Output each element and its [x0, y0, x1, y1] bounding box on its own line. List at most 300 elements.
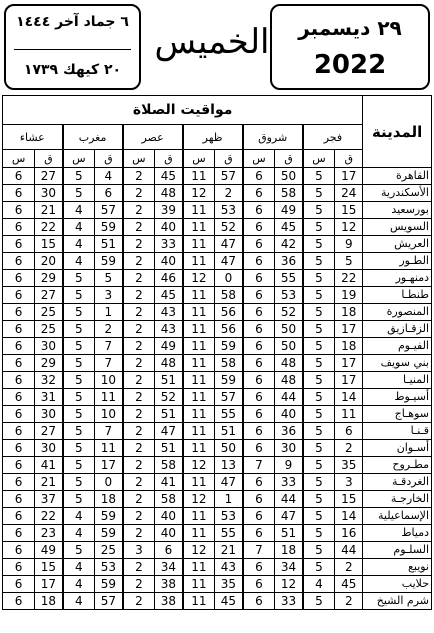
maghrib-minute-cell: 51 [95, 236, 123, 253]
shuruq-minute-cell: 44 [275, 491, 303, 508]
shuruq-minute-cell: 50 [275, 168, 303, 185]
asr-minute-cell: 49 [155, 338, 183, 355]
maghrib-hour-cell: 5 [63, 491, 95, 508]
fajr-hour-cell: 5 [303, 355, 335, 372]
city-name-cell: حلايب [363, 576, 432, 593]
dhuhr-hour-cell: 11 [183, 219, 215, 236]
isha-hour-cell: 6 [3, 508, 35, 525]
isha-minute-cell: 29 [35, 270, 63, 287]
table-row [3, 185, 432, 202]
isha-hour-cell: 6 [3, 457, 35, 474]
dhuhr-minute-cell: 53 [215, 508, 243, 525]
fajr-hour-cell: 5 [303, 338, 335, 355]
dhuhr-hour-cell: 12 [183, 457, 215, 474]
isha-minute-cell: 27 [35, 423, 63, 440]
minute-unit-label: ق [35, 150, 63, 168]
asr-hour-cell: 2 [123, 202, 155, 219]
asr-minute-cell: 45 [155, 168, 183, 185]
maghrib-minute-cell: 59 [95, 219, 123, 236]
dhuhr-minute-cell: 57 [215, 168, 243, 185]
hour-unit-label: س [3, 150, 35, 168]
isha-minute-cell: 30 [35, 338, 63, 355]
asr-hour-cell: 2 [123, 321, 155, 338]
shuruq-minute-cell: 30 [275, 440, 303, 457]
hijri-date: ٦ جماد آخر ١٤٤٤ [16, 14, 129, 30]
isha-minute-cell: 21 [35, 202, 63, 219]
table-row [3, 338, 432, 355]
dhuhr-hour-cell: 11 [183, 406, 215, 423]
shuruq-hour-cell: 6 [243, 219, 275, 236]
shuruq-hour-cell: 6 [243, 270, 275, 287]
maghrib-minute-cell: 17 [95, 457, 123, 474]
isha-hour-cell: 6 [3, 321, 35, 338]
isha-hour-cell: 6 [3, 406, 35, 423]
fajr-minute-cell: 9 [335, 236, 363, 253]
prayer-header-isha: عشاء [3, 125, 63, 150]
asr-hour-cell: 2 [123, 253, 155, 270]
city-name-cell: الأسكندرية [363, 185, 432, 202]
maghrib-hour-cell: 5 [63, 389, 95, 406]
fajr-hour-cell: 5 [303, 304, 335, 321]
asr-minute-cell: 51 [155, 440, 183, 457]
isha-minute-cell: 30 [35, 406, 63, 423]
isha-hour-cell: 6 [3, 338, 35, 355]
gregorian-year: 2022 [313, 50, 387, 80]
dhuhr-hour-cell: 11 [183, 253, 215, 270]
shuruq-hour-cell: 6 [243, 593, 275, 610]
dhuhr-minute-cell: 53 [215, 202, 243, 219]
isha-minute-cell: 18 [35, 593, 63, 610]
city-name-cell: المنصورة [363, 304, 432, 321]
asr-hour-cell: 2 [123, 270, 155, 287]
isha-minute-cell: 25 [35, 321, 63, 338]
fajr-minute-cell: 3 [335, 474, 363, 491]
shuruq-minute-cell: 44 [275, 389, 303, 406]
dhuhr-minute-cell: 56 [215, 304, 243, 321]
isha-hour-cell: 6 [3, 542, 35, 559]
dhuhr-minute-cell: 47 [215, 236, 243, 253]
asr-minute-cell: 47 [155, 423, 183, 440]
day-name: الخميس [154, 22, 270, 62]
maghrib-hour-cell: 5 [63, 372, 95, 389]
city-name-cell: الخارجـة [363, 491, 432, 508]
table-row [3, 457, 432, 474]
dhuhr-minute-cell: 56 [215, 321, 243, 338]
table-row [3, 372, 432, 389]
table-row [3, 491, 432, 508]
fajr-minute-cell: 17 [335, 321, 363, 338]
asr-minute-cell: 51 [155, 372, 183, 389]
prayer-header-dhuhr: ظهر [183, 125, 243, 150]
isha-minute-cell: 30 [35, 440, 63, 457]
dhuhr-minute-cell: 55 [215, 525, 243, 542]
fajr-hour-cell: 5 [303, 491, 335, 508]
fajr-hour-cell: 5 [303, 474, 335, 491]
shuruq-minute-cell: 36 [275, 253, 303, 270]
hour-unit-label: س [63, 150, 95, 168]
city-name-cell: الزقـازيق [363, 321, 432, 338]
shuruq-hour-cell: 6 [243, 355, 275, 372]
asr-minute-cell: 46 [155, 270, 183, 287]
shuruq-minute-cell: 50 [275, 338, 303, 355]
maghrib-minute-cell: 59 [95, 253, 123, 270]
hour-unit-label: س [183, 150, 215, 168]
shuruq-minute-cell: 53 [275, 287, 303, 304]
table-row [3, 576, 432, 593]
prayer-times-table [2, 95, 432, 610]
dhuhr-hour-cell: 11 [183, 389, 215, 406]
asr-hour-cell: 2 [123, 474, 155, 491]
fajr-hour-cell: 5 [303, 287, 335, 304]
shuruq-hour-cell: 6 [243, 304, 275, 321]
maghrib-hour-cell: 5 [63, 406, 95, 423]
table-row [3, 253, 432, 270]
asr-hour-cell: 2 [123, 559, 155, 576]
isha-hour-cell: 6 [3, 423, 35, 440]
calendar-header [4, 4, 430, 90]
dhuhr-hour-cell: 11 [183, 304, 215, 321]
maghrib-minute-cell: 0 [95, 474, 123, 491]
city-name-cell: دمنهـور [363, 270, 432, 287]
maghrib-minute-cell: 57 [95, 593, 123, 610]
asr-minute-cell: 38 [155, 593, 183, 610]
maghrib-minute-cell: 59 [95, 508, 123, 525]
shuruq-minute-cell: 12 [275, 576, 303, 593]
asr-minute-cell: 48 [155, 185, 183, 202]
asr-minute-cell: 52 [155, 389, 183, 406]
maghrib-minute-cell: 11 [95, 389, 123, 406]
isha-hour-cell: 6 [3, 474, 35, 491]
asr-minute-cell: 39 [155, 202, 183, 219]
table-row [3, 423, 432, 440]
asr-hour-cell: 2 [123, 576, 155, 593]
maghrib-hour-cell: 4 [63, 508, 95, 525]
hijri-coptic-box [4, 4, 141, 90]
asr-hour-cell: 2 [123, 185, 155, 202]
maghrib-minute-cell: 18 [95, 491, 123, 508]
table-row [3, 168, 432, 185]
asr-minute-cell: 58 [155, 457, 183, 474]
dhuhr-hour-cell: 12 [183, 185, 215, 202]
maghrib-hour-cell: 4 [63, 559, 95, 576]
table-row [3, 525, 432, 542]
asr-minute-cell: 40 [155, 219, 183, 236]
isha-minute-cell: 22 [35, 219, 63, 236]
maghrib-minute-cell: 2 [95, 321, 123, 338]
maghrib-hour-cell: 4 [63, 593, 95, 610]
isha-hour-cell: 6 [3, 287, 35, 304]
city-name-cell: الفيـوم [363, 338, 432, 355]
asr-hour-cell: 2 [123, 338, 155, 355]
isha-hour-cell: 6 [3, 491, 35, 508]
table-row [3, 508, 432, 525]
asr-minute-cell: 40 [155, 508, 183, 525]
fajr-hour-cell: 4 [303, 576, 335, 593]
minute-unit-label: ق [335, 150, 363, 168]
dhuhr-minute-cell: 57 [215, 389, 243, 406]
dhuhr-hour-cell: 11 [183, 423, 215, 440]
table-row [3, 219, 432, 236]
maghrib-hour-cell: 5 [63, 542, 95, 559]
dhuhr-hour-cell: 11 [183, 202, 215, 219]
table-row [3, 287, 432, 304]
dhuhr-hour-cell: 11 [183, 593, 215, 610]
hour-unit-label: س [123, 150, 155, 168]
asr-hour-cell: 2 [123, 304, 155, 321]
dhuhr-hour-cell: 11 [183, 508, 215, 525]
shuruq-minute-cell: 47 [275, 508, 303, 525]
dhuhr-minute-cell: 51 [215, 423, 243, 440]
fajr-minute-cell: 22 [335, 270, 363, 287]
shuruq-minute-cell: 52 [275, 304, 303, 321]
city-name-cell: بني سويف [363, 355, 432, 372]
dhuhr-hour-cell: 11 [183, 287, 215, 304]
shuruq-hour-cell: 6 [243, 168, 275, 185]
asr-hour-cell: 2 [123, 440, 155, 457]
asr-minute-cell: 41 [155, 474, 183, 491]
table-row [3, 355, 432, 372]
dhuhr-minute-cell: 2 [215, 185, 243, 202]
city-name-cell: مطـروح [363, 457, 432, 474]
fajr-hour-cell: 5 [303, 542, 335, 559]
maghrib-hour-cell: 5 [63, 168, 95, 185]
gregorian-box [270, 4, 430, 90]
isha-hour-cell: 6 [3, 168, 35, 185]
minute-unit-label: ق [95, 150, 123, 168]
fajr-hour-cell: 5 [303, 321, 335, 338]
city-name-cell: السويس [363, 219, 432, 236]
maghrib-minute-cell: 11 [95, 440, 123, 457]
maghrib-hour-cell: 5 [63, 185, 95, 202]
asr-minute-cell: 33 [155, 236, 183, 253]
maghrib-hour-cell: 5 [63, 270, 95, 287]
asr-minute-cell: 6 [155, 542, 183, 559]
maghrib-hour-cell: 4 [63, 253, 95, 270]
isha-hour-cell: 6 [3, 253, 35, 270]
table-row [3, 559, 432, 576]
shuruq-minute-cell: 55 [275, 270, 303, 287]
table-row [3, 389, 432, 406]
fajr-minute-cell: 19 [335, 287, 363, 304]
city-name-cell: الإسماعيلية [363, 508, 432, 525]
isha-minute-cell: 25 [35, 304, 63, 321]
maghrib-minute-cell: 4 [95, 168, 123, 185]
fajr-minute-cell: 15 [335, 491, 363, 508]
asr-minute-cell: 58 [155, 491, 183, 508]
dhuhr-minute-cell: 21 [215, 542, 243, 559]
fajr-hour-cell: 5 [303, 559, 335, 576]
asr-hour-cell: 2 [123, 355, 155, 372]
maghrib-minute-cell: 10 [95, 372, 123, 389]
shuruq-hour-cell: 6 [243, 423, 275, 440]
maghrib-minute-cell: 59 [95, 525, 123, 542]
prayer-header-asr: عصر [123, 125, 183, 150]
dhuhr-minute-cell: 0 [215, 270, 243, 287]
dhuhr-hour-cell: 11 [183, 372, 215, 389]
table-row [3, 270, 432, 287]
maghrib-hour-cell: 4 [63, 576, 95, 593]
dhuhr-minute-cell: 50 [215, 440, 243, 457]
maghrib-minute-cell: 3 [95, 287, 123, 304]
maghrib-minute-cell: 7 [95, 423, 123, 440]
isha-minute-cell: 29 [35, 355, 63, 372]
divider [14, 49, 131, 50]
shuruq-hour-cell: 6 [243, 338, 275, 355]
isha-minute-cell: 23 [35, 525, 63, 542]
asr-minute-cell: 45 [155, 287, 183, 304]
fajr-minute-cell: 18 [335, 304, 363, 321]
shuruq-minute-cell: 42 [275, 236, 303, 253]
dhuhr-minute-cell: 55 [215, 406, 243, 423]
minute-unit-label: ق [155, 150, 183, 168]
fajr-minute-cell: 45 [335, 576, 363, 593]
shuruq-hour-cell: 7 [243, 542, 275, 559]
city-name-cell: السلـوم [363, 542, 432, 559]
isha-minute-cell: 37 [35, 491, 63, 508]
maghrib-minute-cell: 7 [95, 355, 123, 372]
city-name-cell: بورسعيد [363, 202, 432, 219]
fajr-minute-cell: 2 [335, 559, 363, 576]
isha-minute-cell: 27 [35, 168, 63, 185]
fajr-minute-cell: 2 [335, 593, 363, 610]
asr-hour-cell: 2 [123, 168, 155, 185]
prayer-header-maghrib: مغرب [63, 125, 123, 150]
hour-unit-label: س [303, 150, 335, 168]
shuruq-minute-cell: 33 [275, 474, 303, 491]
dhuhr-minute-cell: 43 [215, 559, 243, 576]
asr-minute-cell: 43 [155, 321, 183, 338]
dhuhr-hour-cell: 11 [183, 440, 215, 457]
shuruq-minute-cell: 48 [275, 355, 303, 372]
asr-minute-cell: 34 [155, 559, 183, 576]
fajr-minute-cell: 16 [335, 525, 363, 542]
maghrib-hour-cell: 5 [63, 423, 95, 440]
asr-hour-cell: 2 [123, 423, 155, 440]
shuruq-hour-cell: 6 [243, 491, 275, 508]
maghrib-hour-cell: 4 [63, 525, 95, 542]
shuruq-hour-cell: 6 [243, 185, 275, 202]
city-name-cell: أسيـوط [363, 389, 432, 406]
isha-hour-cell: 6 [3, 525, 35, 542]
fajr-minute-cell: 12 [335, 219, 363, 236]
city-name-cell: أسـوان [363, 440, 432, 457]
shuruq-hour-cell: 6 [243, 576, 275, 593]
isha-hour-cell: 6 [3, 304, 35, 321]
fajr-hour-cell: 5 [303, 525, 335, 542]
shuruq-minute-cell: 36 [275, 423, 303, 440]
city-name-cell: شرم الشيخ [363, 593, 432, 610]
fajr-hour-cell: 5 [303, 202, 335, 219]
fajr-minute-cell: 44 [335, 542, 363, 559]
isha-hour-cell: 6 [3, 576, 35, 593]
asr-hour-cell: 2 [123, 457, 155, 474]
shuruq-minute-cell: 18 [275, 542, 303, 559]
asr-minute-cell: 48 [155, 355, 183, 372]
maghrib-minute-cell: 10 [95, 406, 123, 423]
shuruq-hour-cell: 6 [243, 406, 275, 423]
dhuhr-hour-cell: 11 [183, 236, 215, 253]
shuruq-hour-cell: 7 [243, 457, 275, 474]
fajr-minute-cell: 17 [335, 372, 363, 389]
isha-hour-cell: 6 [3, 372, 35, 389]
table-row [3, 474, 432, 491]
fajr-hour-cell: 5 [303, 253, 335, 270]
maghrib-minute-cell: 6 [95, 185, 123, 202]
fajr-minute-cell: 14 [335, 508, 363, 525]
isha-hour-cell: 6 [3, 219, 35, 236]
shuruq-minute-cell: 58 [275, 185, 303, 202]
table-row [3, 321, 432, 338]
fajr-hour-cell: 5 [303, 372, 335, 389]
asr-hour-cell: 3 [123, 542, 155, 559]
city-name-cell: دمياط [363, 525, 432, 542]
fajr-minute-cell: 17 [335, 168, 363, 185]
asr-minute-cell: 40 [155, 253, 183, 270]
dhuhr-minute-cell: 59 [215, 372, 243, 389]
asr-minute-cell: 40 [155, 525, 183, 542]
maghrib-hour-cell: 5 [63, 440, 95, 457]
maghrib-minute-cell: 57 [95, 202, 123, 219]
dhuhr-hour-cell: 12 [183, 491, 215, 508]
shuruq-hour-cell: 6 [243, 508, 275, 525]
shuruq-hour-cell: 6 [243, 253, 275, 270]
shuruq-hour-cell: 6 [243, 474, 275, 491]
dhuhr-minute-cell: 59 [215, 338, 243, 355]
dhuhr-minute-cell: 52 [215, 219, 243, 236]
shuruq-minute-cell: 51 [275, 525, 303, 542]
city-name-cell: العريش [363, 236, 432, 253]
shuruq-hour-cell: 6 [243, 236, 275, 253]
table-row [3, 542, 432, 559]
asr-hour-cell: 2 [123, 236, 155, 253]
fajr-minute-cell: 35 [335, 457, 363, 474]
city-name-cell: قـنـا [363, 423, 432, 440]
fajr-minute-cell: 18 [335, 338, 363, 355]
maghrib-hour-cell: 5 [63, 338, 95, 355]
fajr-hour-cell: 5 [303, 457, 335, 474]
asr-hour-cell: 2 [123, 219, 155, 236]
fajr-hour-cell: 5 [303, 168, 335, 185]
minute-unit-label: ق [275, 150, 303, 168]
dhuhr-minute-cell: 47 [215, 253, 243, 270]
fajr-minute-cell: 17 [335, 355, 363, 372]
isha-minute-cell: 49 [35, 542, 63, 559]
shuruq-minute-cell: 45 [275, 219, 303, 236]
shuruq-minute-cell: 33 [275, 593, 303, 610]
isha-minute-cell: 15 [35, 559, 63, 576]
isha-hour-cell: 6 [3, 185, 35, 202]
shuruq-minute-cell: 40 [275, 406, 303, 423]
maghrib-hour-cell: 4 [63, 219, 95, 236]
shuruq-minute-cell: 48 [275, 372, 303, 389]
dhuhr-hour-cell: 11 [183, 168, 215, 185]
maghrib-minute-cell: 7 [95, 338, 123, 355]
isha-minute-cell: 22 [35, 508, 63, 525]
shuruq-hour-cell: 6 [243, 440, 275, 457]
isha-hour-cell: 6 [3, 236, 35, 253]
fajr-hour-cell: 5 [303, 440, 335, 457]
shuruq-minute-cell: 50 [275, 321, 303, 338]
maghrib-hour-cell: 5 [63, 287, 95, 304]
isha-minute-cell: 15 [35, 236, 63, 253]
isha-minute-cell: 31 [35, 389, 63, 406]
shuruq-minute-cell: 9 [275, 457, 303, 474]
prayer-header-fajr: فجر [303, 125, 363, 150]
fajr-hour-cell: 5 [303, 423, 335, 440]
shuruq-hour-cell: 6 [243, 321, 275, 338]
fajr-minute-cell: 14 [335, 389, 363, 406]
isha-minute-cell: 30 [35, 185, 63, 202]
